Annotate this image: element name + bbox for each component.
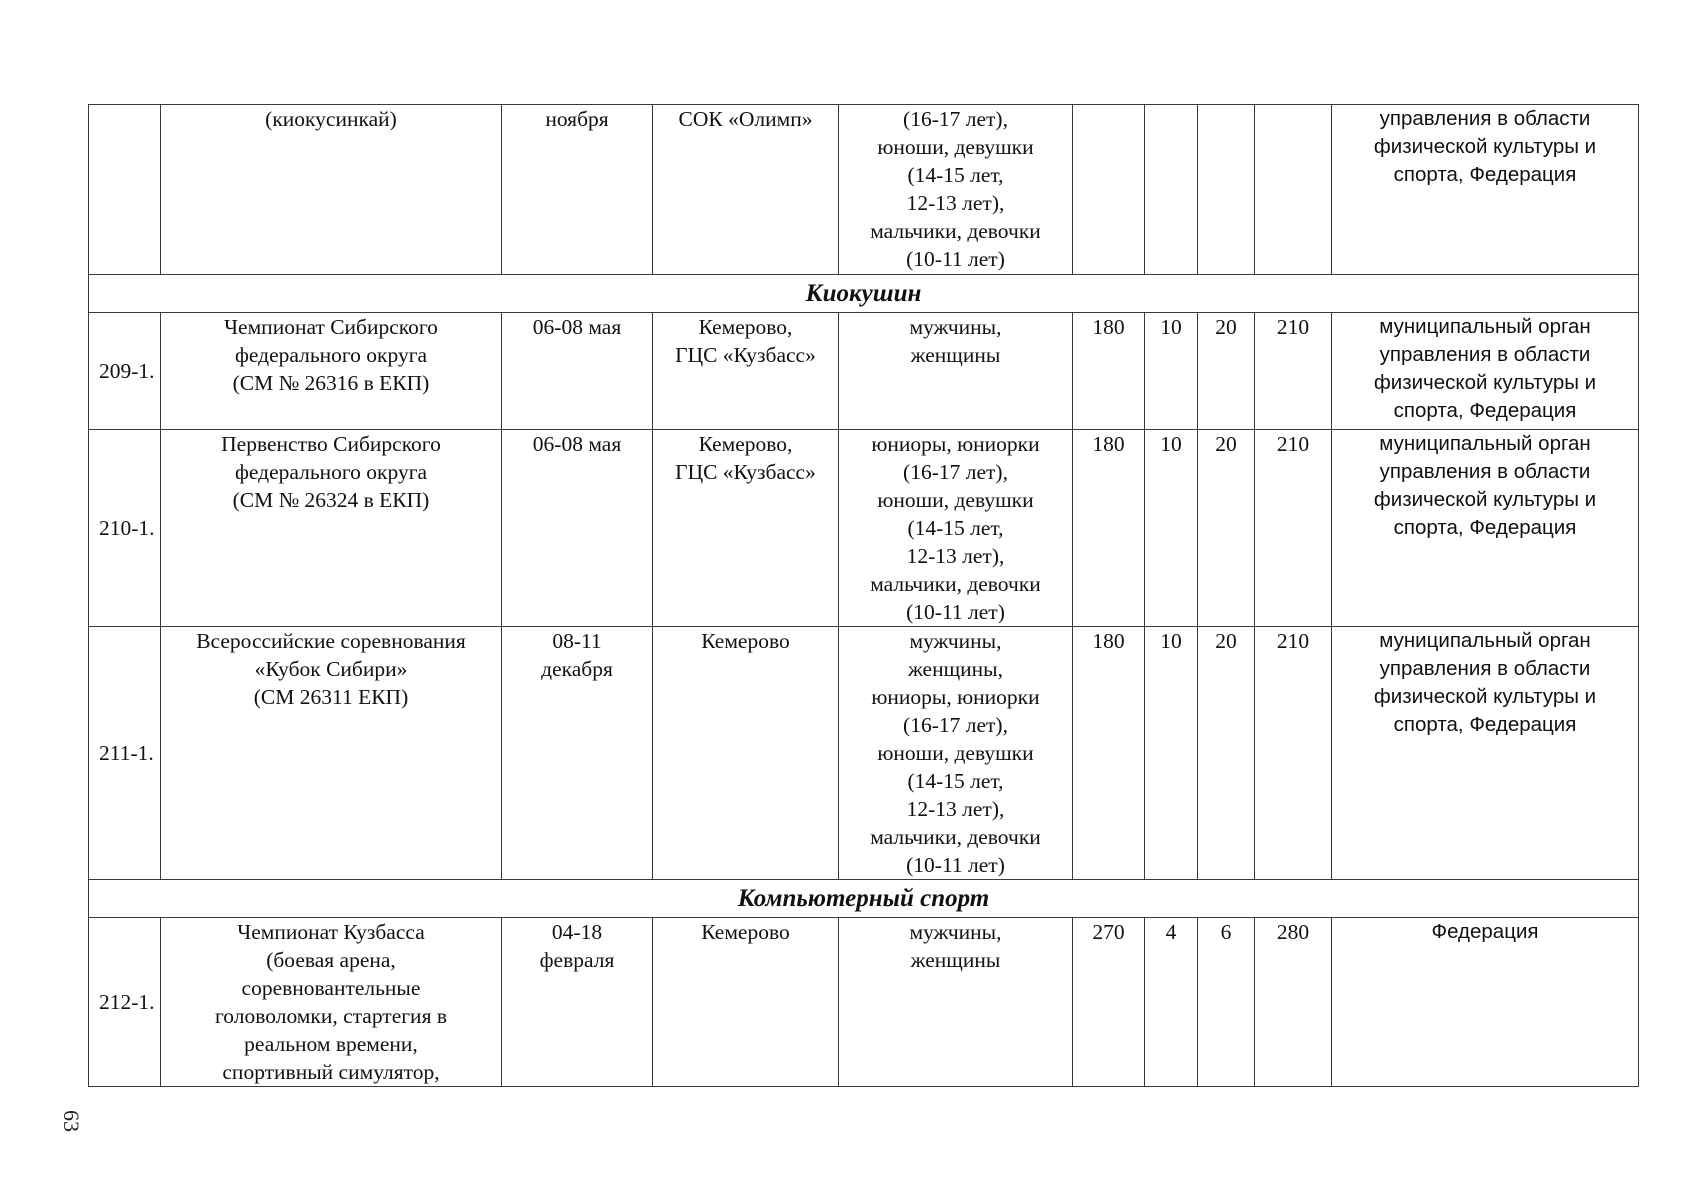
event-name-cell: Первенство Сибирского федерального округа (СМ № 26324 в ЕКП) xyxy=(161,430,502,627)
page-number: 63 xyxy=(59,1110,84,1132)
count-cell: 180 xyxy=(1073,430,1145,627)
organizer-cell: муниципальный орган управления в области физической культуры и спорта, Федерация xyxy=(1332,430,1639,627)
participants-cell: мужчины, женщины, юниоры, юниорки (16-17 лет), юноши, девушки (14-15 лет, 12-13 лет), мальчики, девочки (10-11 лет) xyxy=(839,627,1073,880)
count-cell: 280 xyxy=(1255,918,1332,1087)
event-name-cell: (киокусинкай) xyxy=(161,105,502,275)
date-cell: 06-08 мая xyxy=(502,430,653,627)
row-number-cell: 211-1. xyxy=(89,627,161,880)
event-name-cell: Всероссийские соревнования «Кубок Сибири» (СМ 26311 ЕКП) xyxy=(161,627,502,880)
section-title-kiokushin: Киокушин xyxy=(89,275,1639,313)
organizer-cell: управления в области физической культуры и спорта, Федерация xyxy=(1332,105,1639,275)
count-cell: 10 xyxy=(1145,627,1198,880)
count-cell: 20 xyxy=(1198,313,1255,430)
section-row xyxy=(89,880,1639,918)
count-cell: 6 xyxy=(1198,918,1255,1087)
count-cell xyxy=(1198,105,1255,275)
competition-schedule-table xyxy=(88,104,1639,1087)
place-cell: Кемерово, ГЦС «Кузбасс» xyxy=(653,430,839,627)
count-cell xyxy=(1255,105,1332,275)
event-name-cell: Чемпионат Кузбасса (боевая арена, соревновантельные головоломки, стартегия в реальном времени, спортивный симулятор, xyxy=(161,918,502,1087)
table-row xyxy=(89,313,1639,430)
table-row xyxy=(89,105,1639,275)
count-cell: 210 xyxy=(1255,627,1332,880)
table-row xyxy=(89,918,1639,1087)
table-row xyxy=(89,627,1639,880)
place-cell: Кемерово xyxy=(653,627,839,880)
participants-cell: мужчины, женщины xyxy=(839,313,1073,430)
section-title-computer-sport: Компьютерный спорт xyxy=(89,880,1639,918)
row-number-cell: 210-1. xyxy=(89,430,161,627)
date-cell: 06-08 мая xyxy=(502,313,653,430)
section-row xyxy=(89,275,1639,313)
participants-cell: мужчины, женщины xyxy=(839,918,1073,1087)
place-cell: Кемерово, ГЦС «Кузбасс» xyxy=(653,313,839,430)
count-cell: 20 xyxy=(1198,627,1255,880)
date-cell: 08-11 декабря xyxy=(502,627,653,880)
count-cell: 210 xyxy=(1255,313,1332,430)
organizer-cell: Федерация xyxy=(1332,918,1639,1087)
date-cell: 04-18 февраля xyxy=(502,918,653,1087)
count-cell: 270 xyxy=(1073,918,1145,1087)
count-cell: 10 xyxy=(1145,430,1198,627)
count-cell: 20 xyxy=(1198,430,1255,627)
participants-cell: юниоры, юниорки (16-17 лет), юноши, девушки (14-15 лет, 12-13 лет), мальчики, девочки (10-11 лет) xyxy=(839,430,1073,627)
row-number-cell: 209-1. xyxy=(89,313,161,430)
count-cell: 180 xyxy=(1073,313,1145,430)
place-cell: СОК «Олимп» xyxy=(653,105,839,275)
count-cell xyxy=(1145,105,1198,275)
row-number-cell: 212-1. xyxy=(89,918,161,1087)
date-cell: ноября xyxy=(502,105,653,275)
count-cell: 180 xyxy=(1073,627,1145,880)
count-cell: 10 xyxy=(1145,313,1198,430)
organizer-cell: муниципальный орган управления в области физической культуры и спорта, Федерация xyxy=(1332,313,1639,430)
event-name-cell: Чемпионат Сибирского федерального округа (СМ № 26316 в ЕКП) xyxy=(161,313,502,430)
participants-cell: (16-17 лет), юноши, девушки (14-15 лет, 12-13 лет), мальчики, девочки (10-11 лет) xyxy=(839,105,1073,275)
count-cell: 4 xyxy=(1145,918,1198,1087)
table-row xyxy=(89,430,1639,627)
count-cell xyxy=(1073,105,1145,275)
row-number-cell xyxy=(89,105,161,275)
organizer-cell: муниципальный орган управления в области физической культуры и спорта, Федерация xyxy=(1332,627,1639,880)
count-cell: 210 xyxy=(1255,430,1332,627)
place-cell: Кемерово xyxy=(653,918,839,1087)
